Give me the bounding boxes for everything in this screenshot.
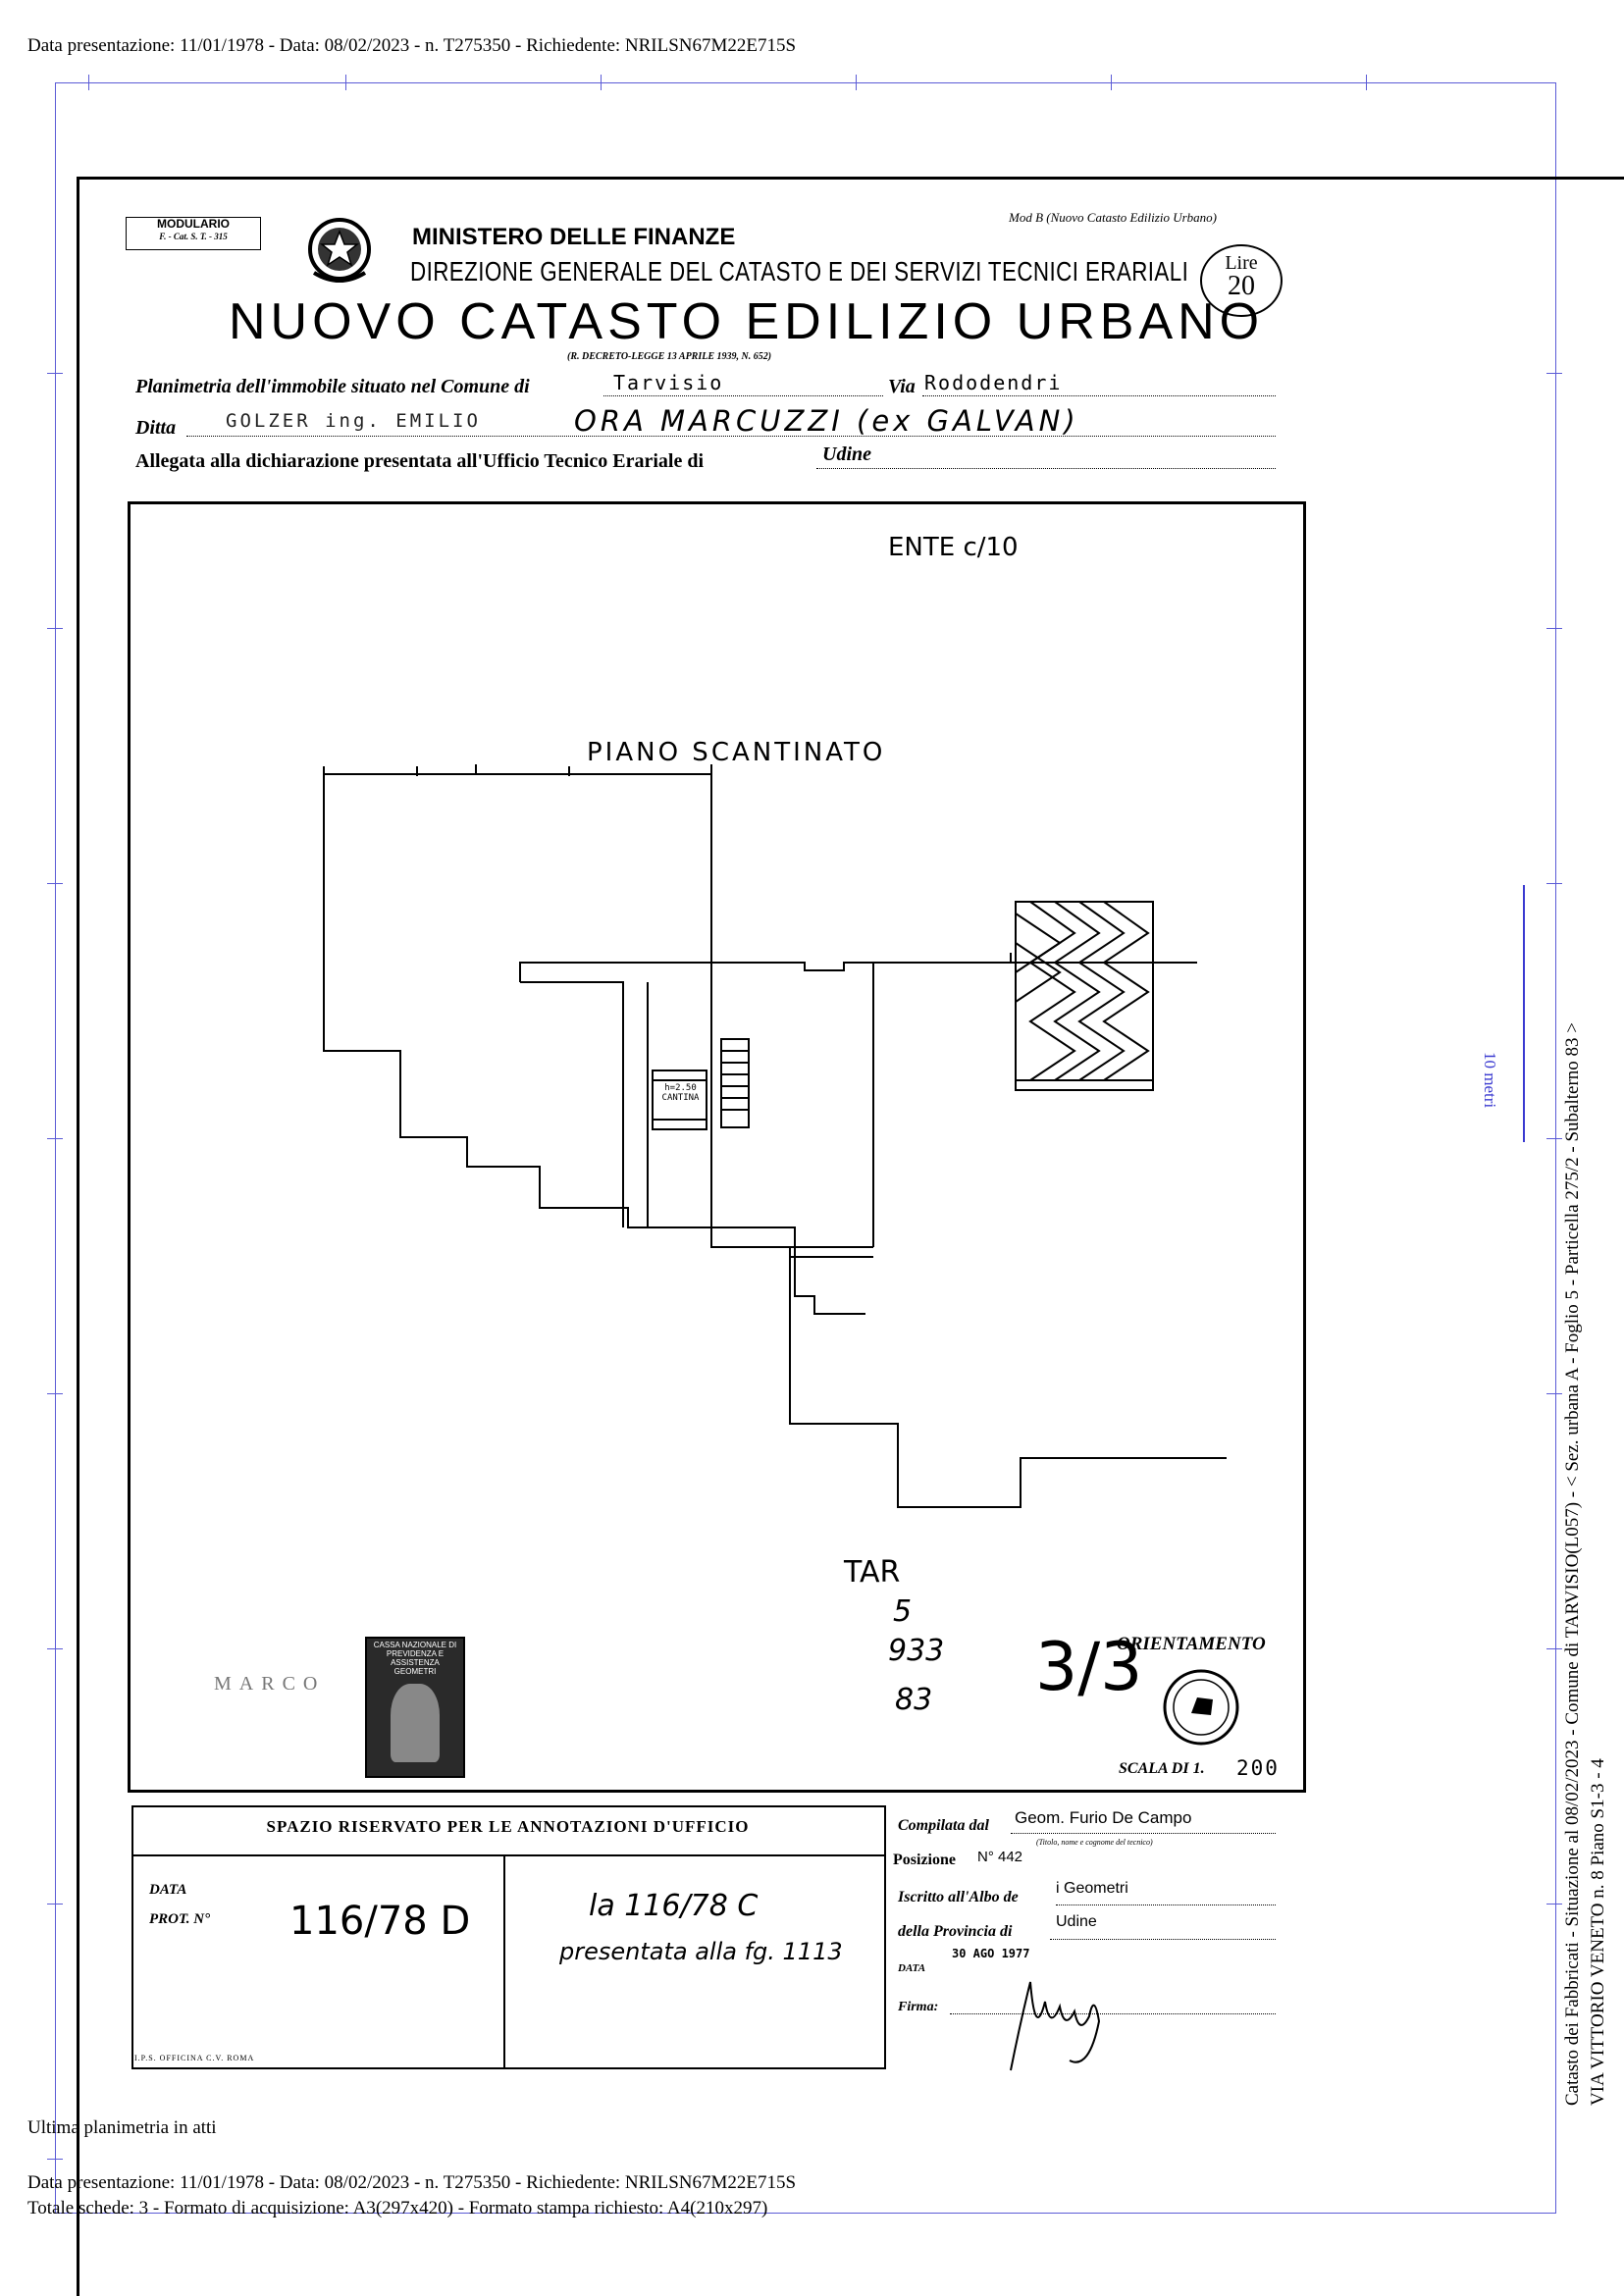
- allegata-value: Udine: [822, 444, 871, 465]
- firma-label: Firma:: [898, 2000, 939, 2014]
- stamp-left-text: MARCO: [214, 1673, 326, 1695]
- frame-tick: [47, 1648, 63, 1649]
- compilata-sub: (Titolo, nome e cognome del tecnico): [1036, 1838, 1153, 1847]
- annotation-header-divider: [131, 1854, 884, 1856]
- frame-tick: [47, 628, 63, 629]
- compass-icon: [1162, 1668, 1240, 1747]
- annotation-note-2: presentata alla fg. 1113: [559, 1938, 843, 1965]
- frame-tick: [47, 883, 63, 884]
- frame-tick: [345, 75, 346, 90]
- modulario-box: [126, 217, 261, 250]
- frame-tick: [1366, 75, 1367, 90]
- modulario-label: MODULARIO: [157, 217, 230, 231]
- frame-tick: [88, 75, 89, 90]
- tar-note-1: TAR: [844, 1555, 901, 1590]
- frame-tick: [1546, 883, 1562, 884]
- frame-tick: [47, 2159, 63, 2160]
- revenue-stamp: CASSA NAZIONALE DI PREVIDENZA E ASSISTENZA GEOMETRI: [365, 1637, 465, 1778]
- signature: [991, 1962, 1119, 2075]
- posizione-value: N° 442: [977, 1849, 1023, 1865]
- planimetria-label: Planimetria dell'immobile situato nel Comune di: [135, 376, 530, 397]
- main-title: NUOVO CATASTO EDILIZIO URBANO: [229, 293, 1265, 350]
- frame-tick: [1546, 1648, 1562, 1649]
- posizione-label: Posizione: [893, 1852, 956, 1868]
- allegata-label: Allegata alla dichiarazione presentata all'Ufficio Tecnico Erariale di: [135, 450, 705, 472]
- side-cadastral-info: Catasto dei Fabbricati - Situazione al 08/02/2023 - Comune di TARVISIO(L057) - < Sez. urbana A - Foglio 5 - Particella 275/2 - Subalterno 83 >: [1562, 1021, 1583, 2106]
- frame-tick: [47, 1904, 63, 1905]
- frame-tick: [856, 75, 857, 90]
- scala-label: SCALA DI 1.: [1119, 1760, 1205, 1777]
- prot-value: 116/78 D: [289, 1899, 471, 1944]
- ditta-handwritten: ORA MARCUZZI (ex GALVAN): [574, 404, 1079, 438]
- frame-tick: [1546, 1904, 1562, 1905]
- side-address-info: VIA VITTORIO VENETO n. 8 Piano S1-3 - 4: [1588, 1758, 1608, 2106]
- comune-value: Tarvisio: [613, 371, 724, 394]
- tar-note-3: 933: [888, 1634, 945, 1668]
- sheet-left-border: [77, 177, 79, 2296]
- provincia-dotline: [1050, 1939, 1276, 1940]
- frame-tick: [1546, 1393, 1562, 1394]
- orientamento-label: ORIENTAMENTO: [1117, 1634, 1266, 1654]
- ditta-label: Ditta: [135, 417, 177, 439]
- decree-label: (R. DECRETO-LEGGE 13 APRILE 1939, N. 652): [567, 351, 772, 362]
- frame-tick: [601, 75, 602, 90]
- tar-note-4: 83: [895, 1683, 933, 1717]
- provincia-label: della Provincia di: [898, 1923, 1013, 1940]
- frame-tick: [1111, 75, 1112, 90]
- data2-label: DATA: [898, 1962, 926, 1974]
- ditta-value: GOLZER ing. EMILIO: [226, 410, 481, 432]
- annotation-note-1: la 116/78 C: [589, 1889, 759, 1923]
- direzione-title: DIREZIONE GENERALE DEL CATASTO E DEI SERVIZI TECNICI ERARIALI: [410, 256, 1189, 287]
- frame-tick: [47, 373, 63, 374]
- bottom-info-line-2: Totale schede: 3 - Formato di acquisizione: A3(297x420) - Formato stampa richiesto: A4(210x297): [27, 2198, 768, 2218]
- frame-tick: [1546, 1138, 1562, 1139]
- comune-dotline: [603, 395, 883, 396]
- via-label: Via: [888, 376, 916, 397]
- frame-tick: [1546, 628, 1562, 629]
- frame-tick: [1546, 373, 1562, 374]
- officina-label: I.P.S. OFFICINA C.V. ROMA: [134, 2054, 255, 2062]
- prot-label: PROT. N°: [149, 1911, 211, 1927]
- ministry-title: MINISTERO DELLE FINANZE: [412, 224, 736, 250]
- header-info-line: Data presentazione: 11/01/1978 - Data: 08/02/2023 - n. T275350 - Richiedente: NRILSN67M22E715S: [27, 35, 797, 56]
- iscritto-label: Iscritto all'Albo de: [898, 1889, 1019, 1905]
- compilata-label: Compilata dal: [898, 1817, 989, 1834]
- scale-bar-label: 10 metri: [1481, 1052, 1499, 1109]
- mod-b-label: Mod B (Nuovo Catasto Edilizio Urbano): [1009, 210, 1217, 225]
- big-note: 3/3: [1035, 1629, 1143, 1706]
- modulario-code: F. - Cat. S. T. - 315: [159, 232, 228, 241]
- data2-value: 30 AGO 1977: [952, 1947, 1030, 1960]
- ente-note: ENTE c/10: [888, 533, 1019, 562]
- compilata-value: Geom. Furio De Campo: [1015, 1808, 1192, 1827]
- scale-bar: [1523, 885, 1525, 1142]
- cantina-label: h=2.50 CANTINA: [661, 1083, 700, 1103]
- floor-plan: [128, 501, 1300, 1787]
- compilata-dotline: [1011, 1833, 1276, 1834]
- republic-emblem: [304, 214, 375, 288]
- via-value: Rododendri: [924, 371, 1063, 394]
- annotation-col-divider: [503, 1854, 505, 2067]
- via-dotline: [922, 395, 1276, 396]
- allegata-dotline: [816, 468, 1276, 469]
- data-label: DATA: [149, 1882, 187, 1898]
- bottom-info-line-1: Data presentazione: 11/01/1978 - Data: 08/02/2023 - n. T275350 - Richiedente: NRILSN67M22E715S: [27, 2172, 797, 2193]
- lire-label: Lire: [1225, 252, 1258, 274]
- frame-tick: [47, 1138, 63, 1139]
- annotation-title: SPAZIO RISERVATO PER LE ANNOTAZIONI D'UFFICIO: [266, 1817, 750, 1836]
- tar-note-2: 5: [893, 1594, 913, 1629]
- lire-value: 20: [1228, 271, 1255, 301]
- scala-value: 200: [1236, 1756, 1280, 1780]
- provincia-value: Udine: [1056, 1913, 1097, 1930]
- frame-tick: [47, 1393, 63, 1394]
- ultima-planimetria: Ultima planimetria in atti: [27, 2117, 217, 2138]
- sheet-top-border: [77, 177, 1624, 180]
- iscritto-value: i Geometri: [1056, 1880, 1128, 1897]
- piano-note: PIANO SCANTINATO: [587, 738, 886, 767]
